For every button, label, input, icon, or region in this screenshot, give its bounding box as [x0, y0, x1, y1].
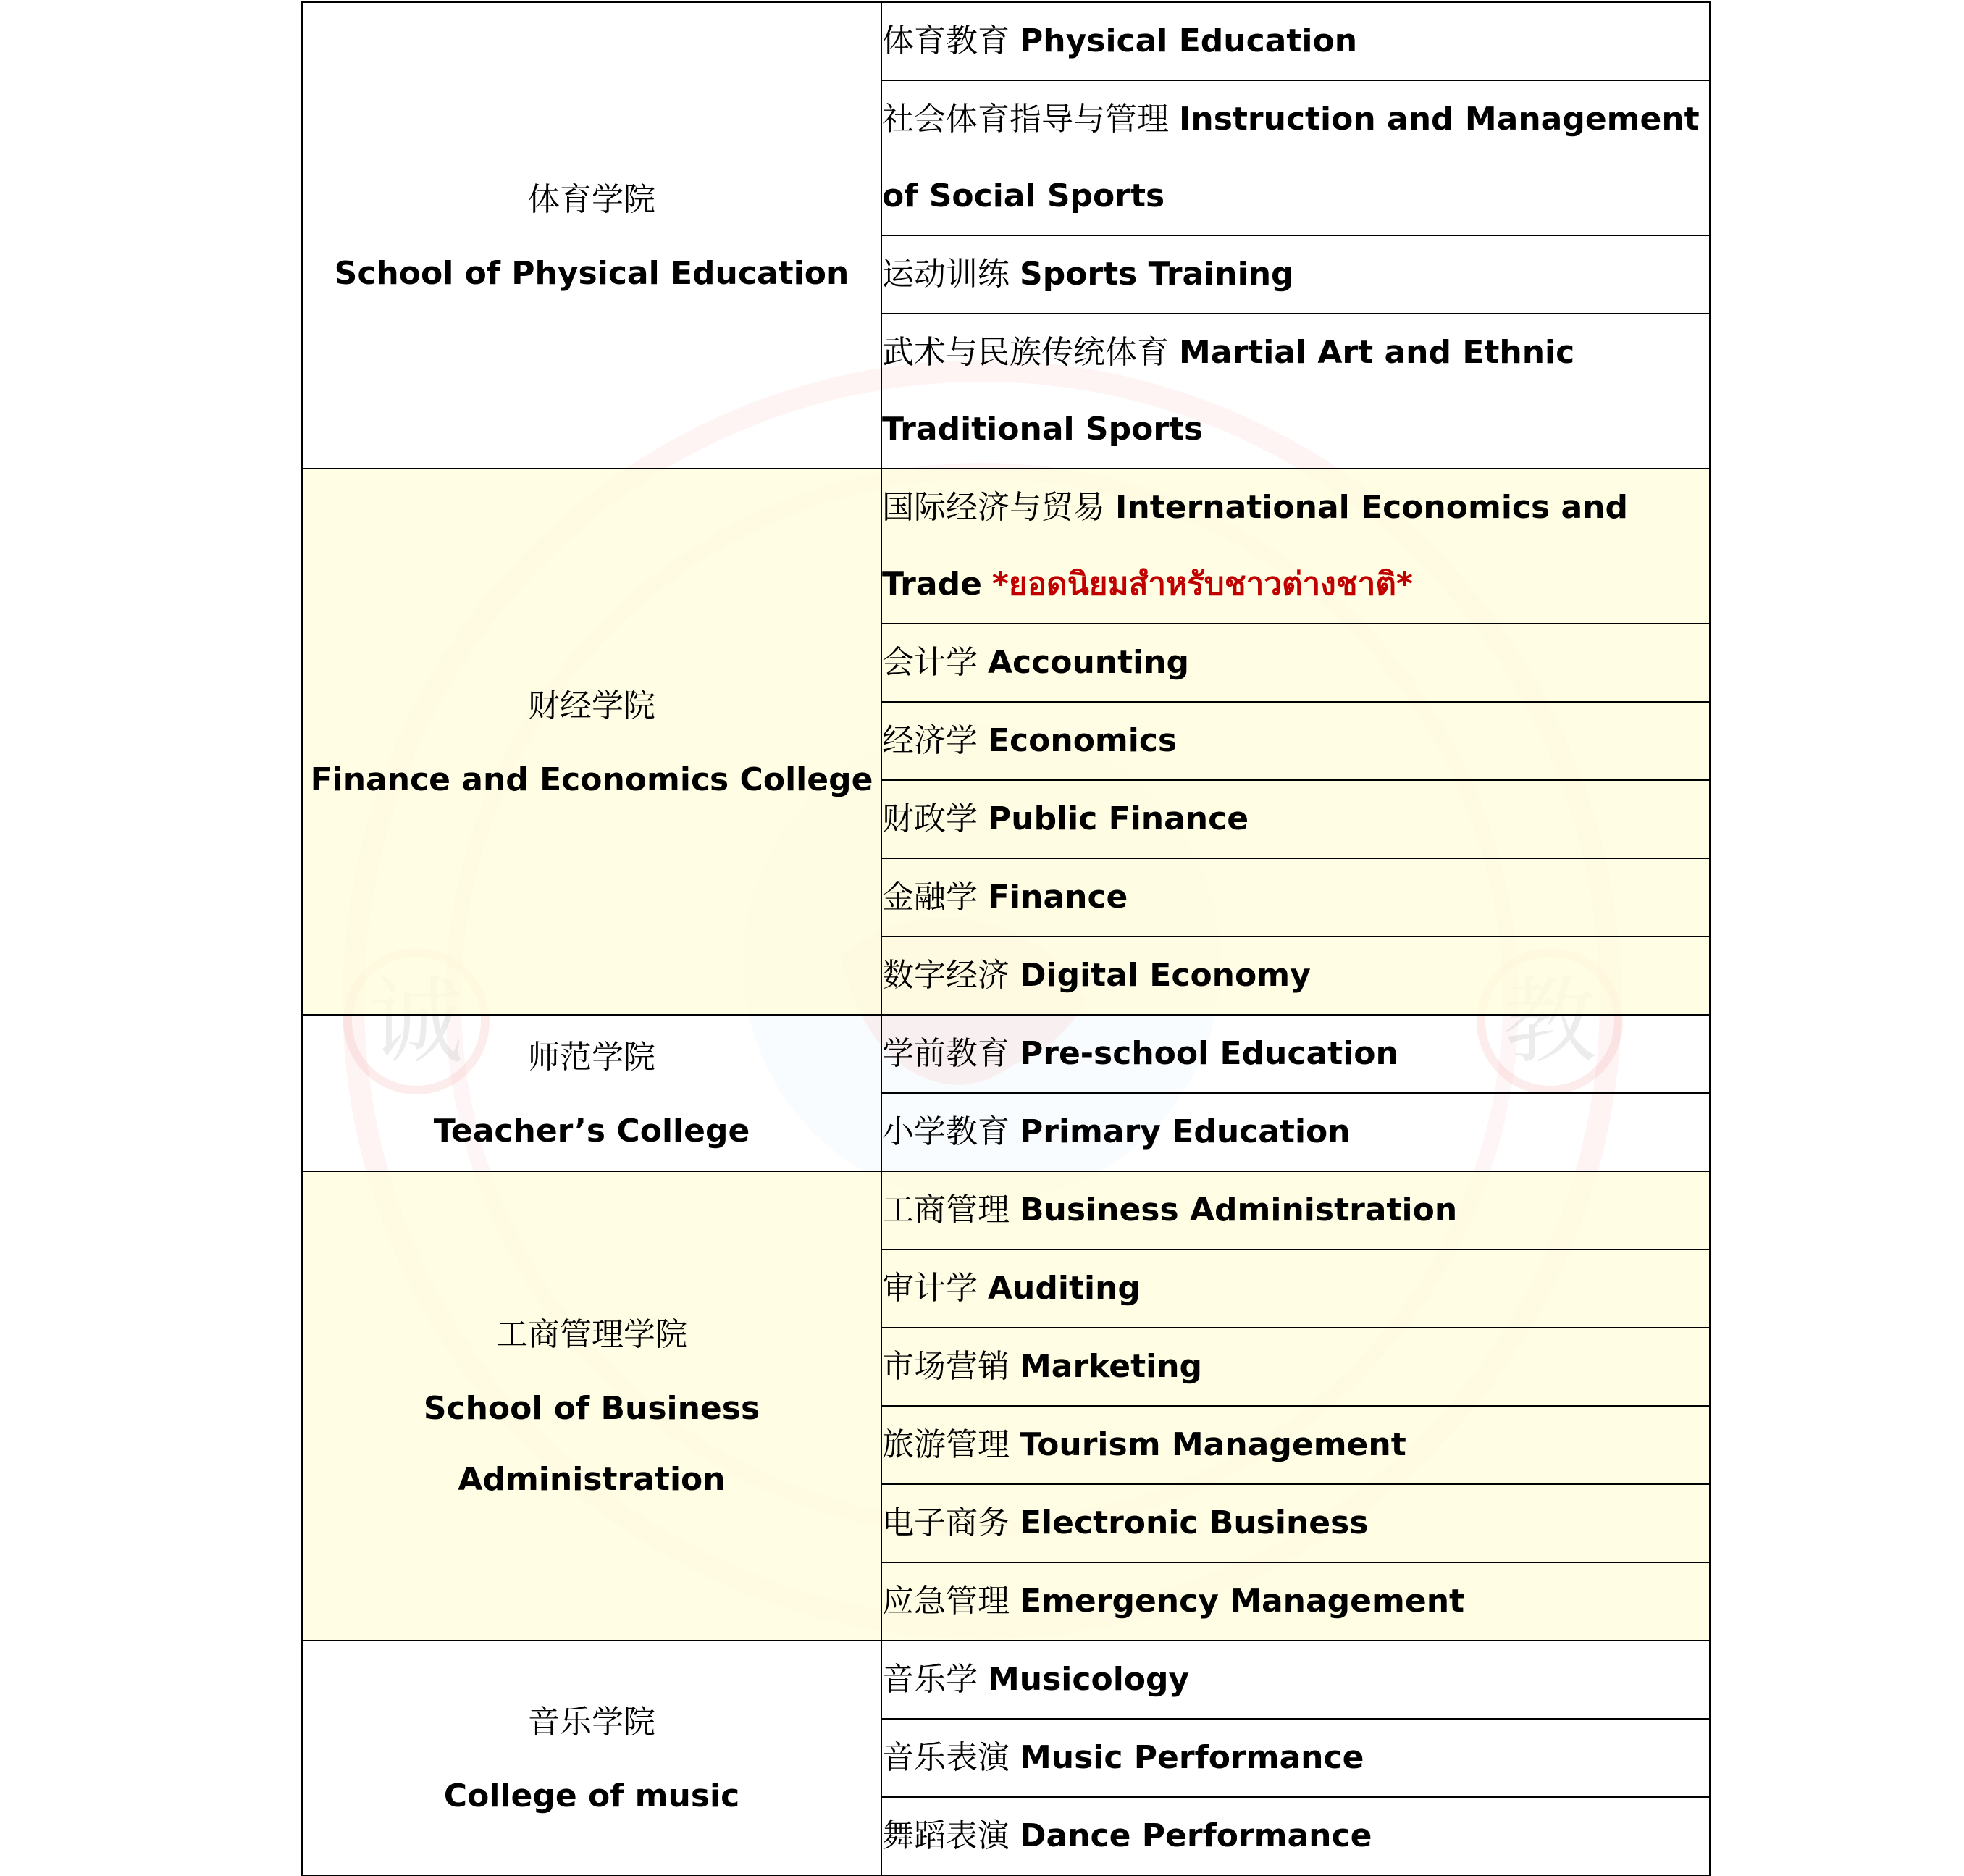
major-cell	[881, 80, 1710, 235]
college-name-en: School of Physical Education	[334, 255, 849, 292]
major-name-cn: 音乐表演	[882, 1739, 1010, 1776]
major-name-cn: 电子商务	[882, 1504, 1010, 1541]
major-cell	[881, 314, 1710, 469]
major-name-cn: 体育教育	[882, 22, 1010, 59]
major-name-en: Martial Art and Ethnic Traditional Sports	[882, 334, 1575, 448]
major-name-cn: 审计学	[882, 1270, 978, 1307]
college-cell	[302, 1015, 881, 1171]
major-cell	[881, 2, 1710, 80]
major-cell	[881, 702, 1710, 780]
major-name-cn: 国际经济与贸易	[882, 489, 1105, 526]
major-cell	[881, 1015, 1710, 1093]
major-cell	[881, 1797, 1710, 1875]
major-cell	[881, 1406, 1710, 1484]
college-name-cn: 财经学院	[528, 687, 655, 724]
table-row	[302, 2, 1710, 80]
college-name-cn: 体育学院	[528, 181, 655, 218]
college-cell	[302, 1641, 881, 1875]
major-name-en: Musicology	[988, 1661, 1190, 1698]
college-name-en: Teacher’s College	[433, 1113, 750, 1150]
major-name-en: Digital Economy	[1020, 957, 1311, 994]
major-cell	[881, 624, 1710, 702]
major-name-en: Economics	[988, 722, 1178, 759]
table-row	[302, 1171, 1710, 1249]
major-cell	[881, 1641, 1710, 1719]
major-name-en: Auditing	[988, 1270, 1141, 1307]
college-cell	[302, 469, 881, 1015]
major-name-en: Public Finance	[988, 800, 1249, 837]
major-name-en: Music Performance	[1020, 1739, 1364, 1776]
major-name-cn: 小学教育	[882, 1113, 1010, 1150]
major-name-en: Physical Education	[1020, 22, 1358, 59]
majors-table	[301, 1, 1711, 1876]
major-name-cn: 会计学	[882, 644, 978, 681]
college-name-en: School of Business	[423, 1390, 760, 1427]
major-name-cn: 音乐学	[882, 1661, 978, 1698]
major-name-en: Marketing	[1020, 1348, 1203, 1385]
major-name-cn: 武术与民族传统体育	[882, 334, 1169, 371]
major-cell	[881, 1249, 1710, 1328]
college-name-cn: 师范学院	[528, 1039, 655, 1076]
major-cell	[881, 469, 1710, 624]
college-name-cn: 工商管理学院	[496, 1316, 687, 1353]
major-cell	[881, 1093, 1710, 1171]
table-row	[302, 1015, 1710, 1093]
table-row	[302, 1641, 1710, 1719]
major-name-en: International Economics and Trade	[882, 489, 1628, 603]
major-cell	[881, 1562, 1710, 1641]
major-name-en: Business Administration	[1020, 1192, 1458, 1228]
major-cell	[881, 1719, 1710, 1797]
major-cell	[881, 937, 1710, 1015]
popular-note: *ยอดนิยมสำหรับชาวต่างชาติ*	[991, 566, 1413, 603]
major-name-en: Instruction and Management of Social Sports	[882, 101, 1700, 214]
college-cell	[302, 1171, 881, 1641]
college-name-en: Administration	[458, 1461, 726, 1498]
college-name-en: College of music	[443, 1777, 740, 1814]
major-name-cn: 经济学	[882, 722, 978, 759]
major-name-cn: 财政学	[882, 800, 978, 837]
major-name-en: Primary Education	[1020, 1113, 1351, 1150]
college-cell	[302, 2, 881, 469]
major-name-cn: 工商管理	[882, 1192, 1010, 1228]
major-name-cn: 学前教育	[882, 1035, 1010, 1072]
major-name-en: Pre-school Education	[1020, 1035, 1398, 1072]
major-name-en: Tourism Management	[1020, 1426, 1406, 1463]
major-name-cn: 应急管理	[882, 1583, 1010, 1620]
major-name-en: Electronic Business	[1020, 1504, 1369, 1541]
major-name-cn: 旅游管理	[882, 1426, 1010, 1463]
major-cell	[881, 235, 1710, 314]
major-name-cn: 舞蹈表演	[882, 1817, 1010, 1854]
major-name-cn: 市场营销	[882, 1348, 1010, 1385]
major-name-cn: 运动训练	[882, 256, 1010, 293]
major-name-en: Emergency Management	[1020, 1583, 1465, 1620]
table-row	[302, 469, 1710, 624]
major-cell	[881, 1171, 1710, 1249]
major-name-cn: 金融学	[882, 879, 978, 916]
major-cell	[881, 1484, 1710, 1562]
college-name-en: Finance and Economics College	[310, 761, 873, 798]
major-name-en: Accounting	[988, 644, 1190, 681]
major-name-en: Finance	[988, 879, 1128, 916]
major-name-en: Dance Performance	[1020, 1817, 1372, 1854]
major-name-cn: 社会体育指导与管理	[882, 101, 1169, 138]
major-name-en: Sports Training	[1020, 256, 1294, 293]
major-cell	[881, 780, 1710, 858]
major-cell	[881, 858, 1710, 937]
college-name-cn: 音乐学院	[528, 1704, 655, 1741]
major-cell	[881, 1328, 1710, 1406]
major-name-cn: 数字经济	[882, 957, 1010, 994]
